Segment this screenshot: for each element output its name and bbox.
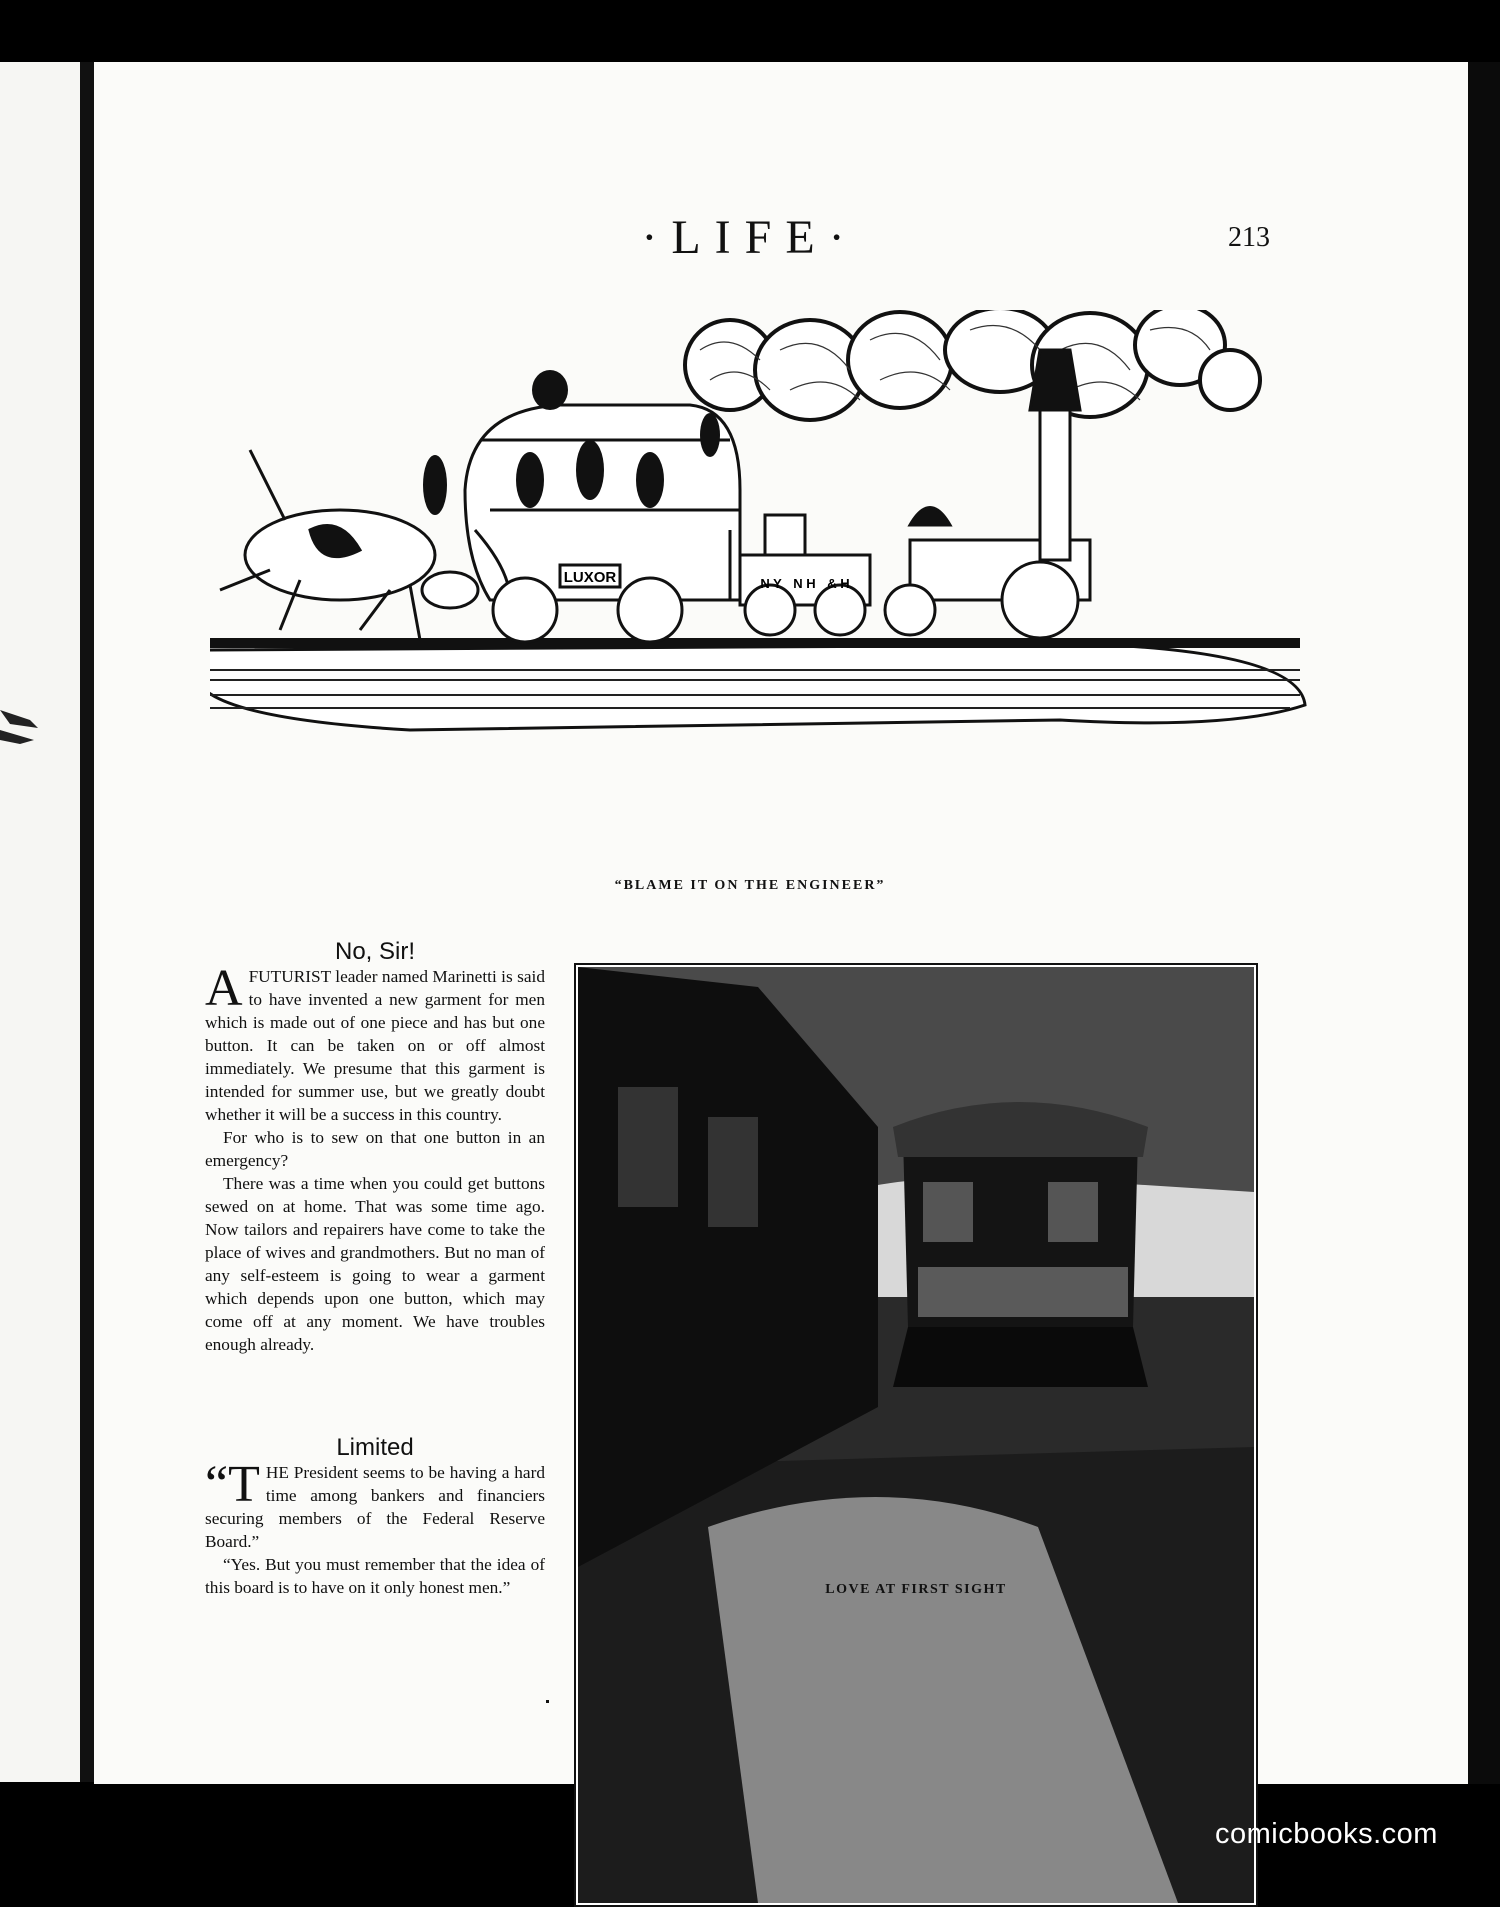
page-speck (546, 1700, 549, 1703)
drop-cap: “T (205, 1456, 260, 1513)
wagon-label-2: N H (793, 576, 816, 591)
page-number: 213 (1228, 222, 1270, 253)
article-title: No, Sir! (334, 938, 415, 965)
train-cartoon-illustration (210, 310, 1310, 870)
article-paragraph (205, 1456, 545, 1553)
rail-track (210, 638, 1300, 648)
article-paragraph: For who is to sew on that one button in an emergency? (205, 1128, 545, 1170)
paragraph-text: HE President seems to be having a hard time among bankers and financiers securing members of the Federal Reserve Board.” (205, 1463, 545, 1551)
article-paragraph: There was a time when you could get buttons sewed on at home. That was some time ago. Now tailors and repairers have come to take the place of wives and grandmothers. But no man of any self-esteem is going to wear a garment which depends upon one button, which may come off at any moment. We have troubles enough already. (205, 1174, 545, 1354)
wagon-label (760, 576, 849, 591)
article-no-sir (205, 940, 545, 1356)
wagon-label-1: N Y (760, 576, 782, 591)
coach-label: LUXOR (563, 569, 617, 586)
article-limited (205, 1436, 545, 1599)
masthead: ·LIFE· (641, 211, 859, 264)
article-title: Limited (336, 1434, 414, 1461)
page-edge-shadow (1468, 62, 1500, 1784)
paragraph-text: FUTURIST leader named Marinetti is said to have invented a new garment for men which is made out of one piece and has but one button. It can be taken on or off almost immediately. We presume that this garment is intended for summer use, but we greatly doubt whether it will be a success in this country. (205, 967, 545, 1124)
night-train-scene (578, 967, 1254, 1903)
wagon-label-3: & H (827, 576, 850, 591)
article-paragraph (205, 960, 545, 1126)
watermark: comicbooks.com (1215, 1818, 1438, 1850)
ground (210, 645, 1305, 730)
drop-cap: A (205, 960, 243, 1017)
left-page-edge (0, 62, 92, 1782)
page-spine (80, 62, 94, 1782)
photo-caption: LOVE AT FIRST SIGHT (825, 1582, 1007, 1597)
smoke-clouds (685, 310, 1260, 420)
cartoon-caption: “BLAME IT ON THE ENGINEER” (614, 878, 886, 893)
left-page-illustration-fragment (0, 700, 40, 760)
article-paragraph: “Yes. But you must remember that the idea of this board is to have on it only honest men.” (205, 1555, 545, 1597)
tender-wagon (740, 515, 870, 635)
